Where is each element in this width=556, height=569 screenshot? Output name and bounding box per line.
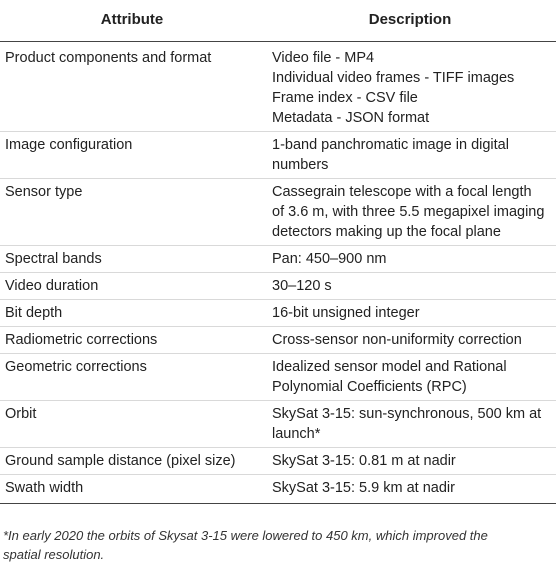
description-line: SkySat 3-15: sun-synchronous, 500 km at [272, 406, 542, 422]
table-row [0, 179, 556, 246]
table-row [0, 448, 556, 475]
description-line: of 3.6 m, with three 5.5 megapixel imaging [272, 204, 545, 220]
attribute-cell: Orbit [0, 401, 264, 448]
description-line: Cross-sensor non-uniformity correction [272, 332, 522, 348]
footnote-line: *In early 2020 the orbits of Skysat 3-15 were lowered to 450 km, which improved the [3, 528, 488, 543]
description-line: SkySat 3-15: 5.9 km at nadir [272, 480, 455, 496]
table-row [0, 327, 556, 354]
description-line: Polynomial Coefficients (RPC) [272, 379, 467, 395]
description-line: Cassegrain telescope with a focal length [272, 184, 532, 200]
description-cell [264, 179, 556, 246]
table-body [0, 42, 556, 504]
attribute-cell: Bit depth [0, 300, 264, 327]
description-line: detectors making up the focal plane [272, 224, 501, 240]
table-row [0, 246, 556, 273]
header-attribute: Attribute [0, 0, 264, 42]
description-cell [264, 300, 556, 327]
table-row [0, 475, 556, 504]
description-line: Frame index - CSV file [272, 90, 418, 106]
description-cell [264, 42, 556, 132]
footnote-line: spatial resolution. [3, 547, 105, 562]
description-line: Pan: 450–900 nm [272, 251, 387, 267]
description-cell [264, 354, 556, 401]
table-row [0, 354, 556, 401]
description-line: numbers [272, 157, 329, 173]
attribute-cell: Sensor type [0, 179, 264, 246]
header-description: Description [264, 0, 556, 42]
description-cell [264, 448, 556, 475]
attribute-cell: Swath width [0, 475, 264, 504]
table-row [0, 401, 556, 448]
description-cell [264, 132, 556, 179]
description-line: Individual video frames - TIFF images [272, 70, 515, 86]
description-cell [264, 327, 556, 354]
table-row [0, 273, 556, 300]
table-header [0, 0, 556, 42]
attribute-cell: Product components and format [5, 50, 212, 66]
description-line: Video file - MP4 [272, 50, 375, 66]
header-row [0, 0, 556, 42]
table-row [0, 42, 556, 132]
description-cell [264, 401, 556, 448]
description-cell [264, 475, 556, 504]
attribute-cell: Spectral bands [0, 246, 264, 273]
description-line: 30–120 s [272, 278, 332, 294]
attribute-cell: Radiometric corrections [0, 327, 264, 354]
attribute-cell: Geometric corrections [0, 354, 264, 401]
description-line: launch* [272, 426, 321, 442]
table-footnote [3, 526, 553, 564]
description-line: SkySat 3-15: 0.81 m at nadir [272, 453, 456, 469]
attribute-cell: Ground sample distance (pixel size) [0, 448, 264, 475]
table-row [0, 132, 556, 179]
description-cell [264, 246, 556, 273]
attribute-cell: Video duration [0, 273, 264, 300]
table-row [0, 300, 556, 327]
description-line: Idealized sensor model and Rational [272, 359, 507, 375]
attribute-cell: Image configuration [0, 132, 264, 179]
description-line: Metadata - JSON format [272, 110, 430, 126]
description-line: 16-bit unsigned integer [272, 305, 420, 321]
description-line: 1-band panchromatic image in digital [272, 137, 509, 153]
description-cell [264, 273, 556, 300]
